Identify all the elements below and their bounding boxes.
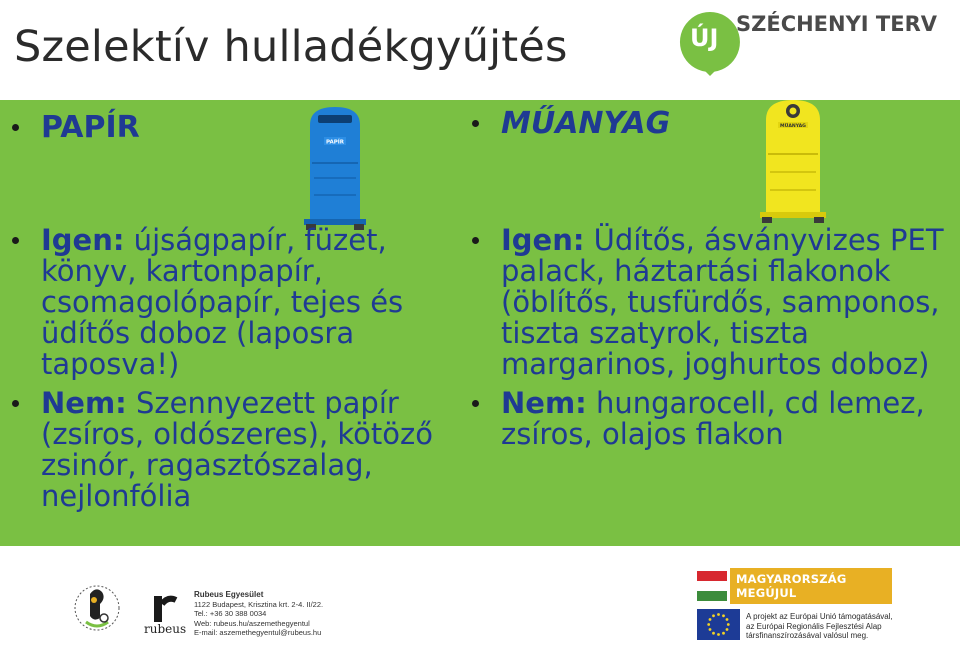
rubeus-contact-info: Rubeus Egyesület 1122 Budapest, Krisztina krt. 2-4. II/22. Tel.: +36 30 388 0034 Web: rubeus.hu/aszemethegyentul E-mail: aszemethegyentul@rubeus.hu: [194, 590, 324, 638]
list-item: Nem: Szennyezett papír (zsíros, oldószeres), kötöző zsinór, ragasztószalag, nejlonfólia: [12, 388, 460, 512]
slide-title: Szelektív hulladékgyűjtés: [14, 22, 568, 72]
szechenyi-logo-text: SZÉCHENYI TERV: [736, 12, 938, 36]
rooster-emblem-icon: [72, 578, 122, 642]
paper-bin-icon: [300, 103, 370, 231]
paper-heading: PAPÍR: [12, 110, 462, 145]
plastic-bin-label: MŰANYAG: [780, 124, 806, 129]
list-item: Igen: Üdítős, ásványvizes PET palack, háztartási flakonok (öblítős, tusfürdős, samponos, tiszta szatyrok, tiszta margarinos, joghurtos doboz): [472, 225, 952, 380]
bullet-icon: [12, 237, 19, 244]
bullet-icon: [472, 400, 479, 407]
bullet-icon: [12, 400, 19, 407]
bullet-icon: [472, 120, 479, 127]
plastic-column: [472, 106, 952, 141]
paper-item-list: [12, 225, 460, 520]
plastic-heading: MŰANYAG: [472, 106, 952, 141]
list-item: Igen: újságpapír, füzet, könyv, kartonpapír, csomagolópapír, tejes és üdítős doboz (laposra taposva!): [12, 225, 460, 380]
eu-flag-icon: [697, 609, 740, 640]
bullet-icon: [12, 124, 19, 131]
szechenyi-logo-mark: ÚJ: [690, 24, 719, 52]
list-item: Nem: hungarocell, cd lemez, zsíros, olajos flakon: [472, 388, 952, 450]
plastic-bin-icon: [756, 98, 830, 224]
eu-funding-text: A projekt az Európai Unió támogatásával, az Európai Regionális Fejlesztési Alap társfinanszírozásával valósul meg.: [746, 612, 893, 641]
rubeus-wordmark: rubeus: [144, 622, 187, 636]
bullet-icon: [472, 237, 479, 244]
plastic-item-list: [472, 225, 952, 458]
hungarian-flag-icon: [697, 571, 727, 601]
paper-bin-label: PAPÍR: [325, 139, 345, 146]
paper-column: [12, 106, 462, 145]
magyarorszag-megujul-banner: MAGYARORSZÁG MEGÚJUL: [730, 571, 892, 601]
